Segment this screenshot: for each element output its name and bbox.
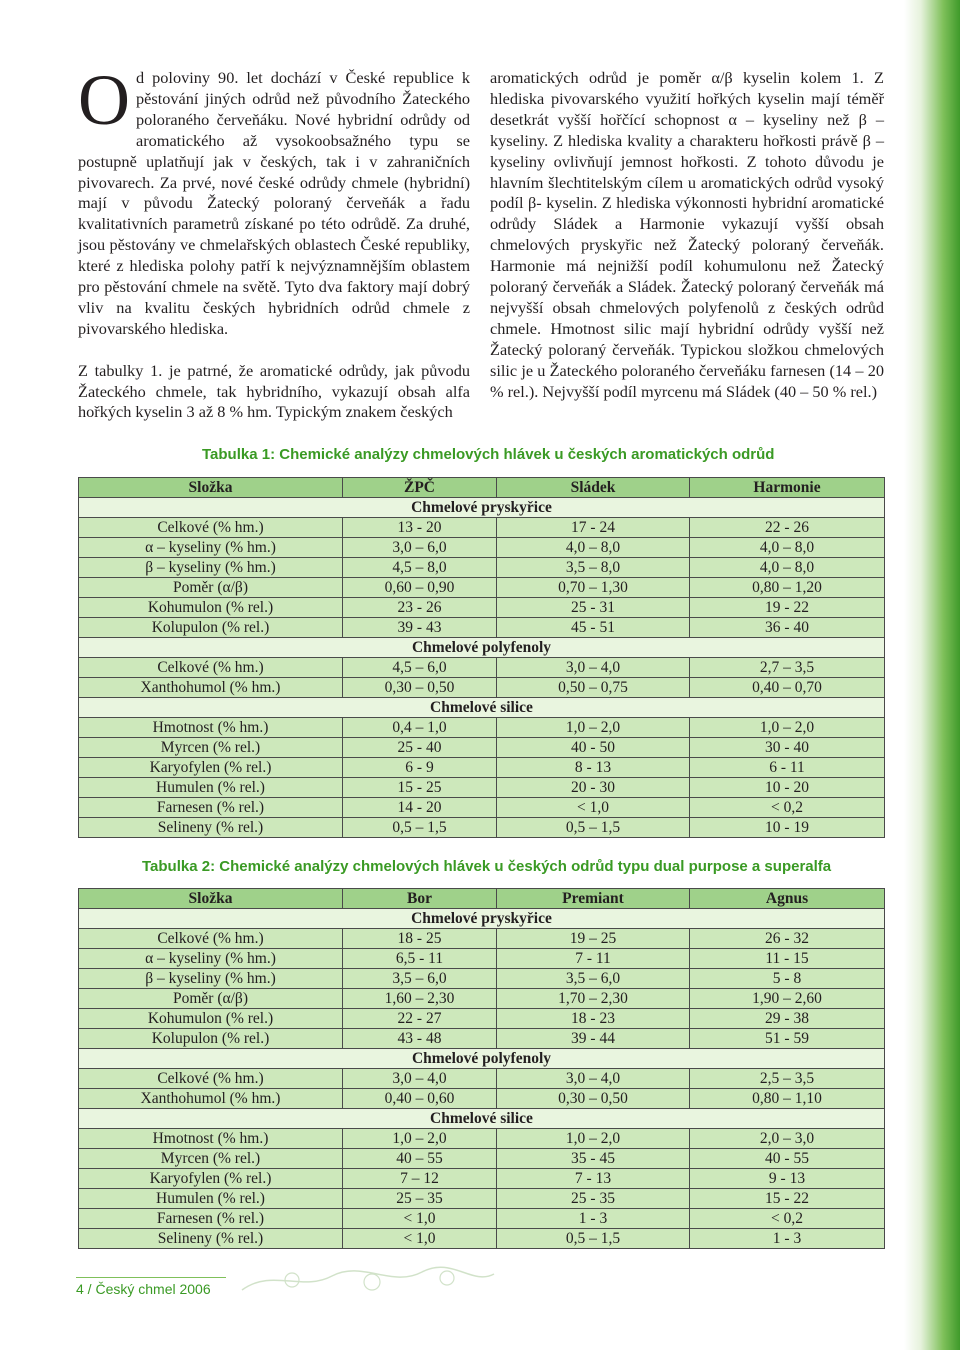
table-row (79, 618, 885, 638)
table-cell: 29 - 38 (690, 1009, 885, 1029)
table-cell: 25 - 35 (497, 1189, 690, 1209)
table-cell: 3,5 – 6,0 (497, 969, 690, 989)
column-header: Sládek (497, 478, 690, 498)
table-cell: 3,0 – 6,0 (343, 538, 497, 558)
row-label: Myrcen (% rel.) (79, 738, 343, 758)
table-row (79, 1029, 885, 1049)
row-label: Kolupulon (% rel.) (79, 618, 343, 638)
table-row (79, 818, 885, 838)
table-row (79, 1129, 885, 1149)
table1-caption: Tabulka 1: Chemické analýzy chmelových hlávek u českých aromatických odrůd (202, 446, 775, 463)
column-header: Premiant (497, 889, 690, 909)
table-cell: 35 - 45 (497, 1149, 690, 1169)
table-cell: 25 - 31 (497, 598, 690, 618)
table-cell: 15 - 25 (343, 778, 497, 798)
table-cell: 30 - 40 (690, 738, 885, 758)
table-cell: 14 - 20 (343, 798, 497, 818)
table-cell: 40 - 50 (497, 738, 690, 758)
table-cell: 1,0 – 2,0 (497, 1129, 690, 1149)
table-cell: 15 - 22 (690, 1189, 885, 1209)
row-label: Hmotnost (% hm.) (79, 718, 343, 738)
table-cell: 0,30 – 0,50 (497, 1089, 690, 1109)
table-cell: 11 - 15 (690, 949, 885, 969)
article-column-right (490, 68, 884, 403)
table-row (79, 518, 885, 538)
table-cell: 7 - 13 (497, 1169, 690, 1189)
section-row (79, 638, 885, 658)
table-cell: 39 - 43 (343, 618, 497, 638)
section-title: Chmelové silice (79, 1109, 885, 1129)
table-header-row (79, 478, 885, 498)
table-cell: 26 - 32 (690, 929, 885, 949)
row-label: Poměr (α/β) (79, 578, 343, 598)
table-cell: 18 - 23 (497, 1009, 690, 1029)
table-cell: 23 - 26 (343, 598, 497, 618)
paragraph-intro (78, 60, 470, 340)
table-cell: 0,40 – 0,60 (343, 1089, 497, 1109)
table-cell: 0,4 – 1,0 (343, 718, 497, 738)
section-row (79, 698, 885, 718)
table-cell: 0,40 – 0,70 (690, 678, 885, 698)
table-cell: 51 - 59 (690, 1029, 885, 1049)
table-cell: < 1,0 (343, 1209, 497, 1229)
footer-rule (76, 1277, 226, 1278)
row-label: β – kyseliny (% hm.) (79, 969, 343, 989)
table-cell: 2,5 – 3,5 (690, 1069, 885, 1089)
table-cell: 0,5 – 1,5 (497, 818, 690, 838)
section-row (79, 1049, 885, 1069)
table-cell: 3,0 – 4,0 (343, 1069, 497, 1089)
table-cell: 1,0 – 2,0 (690, 718, 885, 738)
table-cell: 18 - 25 (343, 929, 497, 949)
table-row (79, 1209, 885, 1229)
table-cell: 4,0 – 8,0 (497, 538, 690, 558)
hop-leaf-ornament (232, 1262, 502, 1298)
drop-cap: O (78, 60, 130, 140)
table-cell: 25 – 35 (343, 1189, 497, 1209)
section-row (79, 1109, 885, 1129)
table-cell: 1,0 – 2,0 (497, 718, 690, 738)
table-cell: 1,0 – 2,0 (343, 1129, 497, 1149)
table-cell: 0,30 – 0,50 (343, 678, 497, 698)
table-cell: 7 – 12 (343, 1169, 497, 1189)
row-label: Xanthohumol (% hm.) (79, 1089, 343, 1109)
section-title: Chmelové silice (79, 698, 885, 718)
table-cell: 36 - 40 (690, 618, 885, 638)
table-cell: 3,5 – 8,0 (497, 558, 690, 578)
table-cell: 43 - 48 (343, 1029, 497, 1049)
row-label: Xanthohumol (% hm.) (79, 678, 343, 698)
row-label: Farnesen (% rel.) (79, 798, 343, 818)
table-row (79, 658, 885, 678)
section-row (79, 909, 885, 929)
table-cell: 10 - 19 (690, 818, 885, 838)
table-row (79, 778, 885, 798)
row-label: Kohumulon (% rel.) (79, 598, 343, 618)
row-label: Celkové (% hm.) (79, 518, 343, 538)
paragraph-intro-text: d poloviny 90. let dochází v České republice k pěstování jiných odrůd než původního Žateckého poloraného červeňáku. Nové hybridní odrůdy od aromatického až vysokoobsažného typu se postupně uplatňují jak v českých, tak i v zahraničních pivovarech. Za prvé, nové české odrůdy chmele (hybridní) mají v původu Žatecký poloraný červeňák a řadu kvalitativních parametrů získané po této odrůdě. Za druhé, jsou pěstovány ve chmelařských oblastech České republiky, které z hlediska polohy patří k nejvýznamnějším oblastem pro pěstování chmele na světě. Tyto dva faktory mají dobrý vliv na kvalitu českých hybridních odrůd chmele z pivovarského hlediska. (78, 68, 470, 338)
table-cell: < 0,2 (690, 1209, 885, 1229)
row-label: Celkové (% hm.) (79, 929, 343, 949)
table-row (79, 969, 885, 989)
table-cell: 0,80 – 1,10 (690, 1089, 885, 1109)
table-row (79, 678, 885, 698)
table-row (79, 578, 885, 598)
table-cell: < 0,2 (690, 798, 885, 818)
table-cell: 0,50 – 0,75 (497, 678, 690, 698)
table2 (78, 888, 885, 1249)
table-cell: 10 - 20 (690, 778, 885, 798)
row-label: Karyofylen (% rel.) (79, 1169, 343, 1189)
table-cell: 40 – 55 (343, 1149, 497, 1169)
table-cell: 19 - 22 (690, 598, 885, 618)
row-label: Myrcen (% rel.) (79, 1149, 343, 1169)
paragraph-table-summary-continued: aromatických odrůd je poměr α/β kyselin kolem 1. Z hlediska pivovarského využití hořkých kyselin mají téměř desetkrát vyšší hořčící schopnost α – kyseliny než β – kyseliny. Z hlediska kvality a charakteru hořkosti právě β – kyseliny ovlivňují jemnost hořkosti. Z tohoto důvodu je hlavním šlechtitelským cílem u aromatických odrůd vysoký podíl β- kyselin. Z hlediska výkonnosti hybridní aromatické odrůdy Sládek a Harmonie vykazují vyšší obsah chmelových pryskyřic než Žatecký poloraný červeňák. Harmonie má nejnižší podíl kohumulonu než Žatecký poloraný červeňák a Sládek. Žatecký poloraný červeňák má nejvyšší obsah chmelových polyfenolů z českých odrůd chmele. Hmotnost silic mají hybridní odrůdy vyšší než Žatecký poloraný červeňák. Typickou složkou chmelových silic je u Žateckého poloraného červeňáku farnesen (14 – 20 % rel.). Nejvyšší podíl myrcenu má Sládek (40 – 50 % rel.) (490, 68, 884, 401)
table-cell: 7 - 11 (497, 949, 690, 969)
section-title: Chmelové polyfenoly (79, 1049, 885, 1069)
table-row (79, 949, 885, 969)
table-cell: 0,5 – 1,5 (497, 1229, 690, 1249)
green-side-bar (904, 0, 960, 1350)
table-row (79, 1009, 885, 1029)
table1 (78, 477, 885, 838)
table-cell: 22 - 26 (690, 518, 885, 538)
row-label: Karyofylen (% rel.) (79, 758, 343, 778)
row-label: Selineny (% rel.) (79, 1229, 343, 1249)
table-cell: 1,60 – 2,30 (343, 989, 497, 1009)
row-label: α – kyseliny (% hm.) (79, 538, 343, 558)
table-cell: 20 - 30 (497, 778, 690, 798)
table-cell: 2,7 – 3,5 (690, 658, 885, 678)
row-label: Celkové (% hm.) (79, 1069, 343, 1089)
column-header: Složka (79, 889, 343, 909)
table-cell: 6,5 - 11 (343, 949, 497, 969)
table-cell: 6 - 9 (343, 758, 497, 778)
table-row (79, 718, 885, 738)
table-row (79, 558, 885, 578)
table-cell: < 1,0 (497, 798, 690, 818)
column-header: Složka (79, 478, 343, 498)
section-title: Chmelové polyfenoly (79, 638, 885, 658)
row-label: Poměr (α/β) (79, 989, 343, 1009)
footer-page-label: 4 / Český chmel 2006 (76, 1281, 211, 1297)
paragraph-table-summary (78, 361, 470, 424)
table-row (79, 989, 885, 1009)
table-row (79, 538, 885, 558)
row-label: β – kyseliny (% hm.) (79, 558, 343, 578)
row-label: Selineny (% rel.) (79, 818, 343, 838)
table-cell: 1 - 3 (690, 1229, 885, 1249)
table-row (79, 598, 885, 618)
row-label: Celkové (% hm.) (79, 658, 343, 678)
table-cell: 45 - 51 (497, 618, 690, 638)
table-cell: 13 - 20 (343, 518, 497, 538)
table-row (79, 1189, 885, 1209)
table-row (79, 738, 885, 758)
row-label: α – kyseliny (% hm.) (79, 949, 343, 969)
table-cell: 19 – 25 (497, 929, 690, 949)
row-label: Humulen (% rel.) (79, 1189, 343, 1209)
table-cell: 6 - 11 (690, 758, 885, 778)
table-row (79, 1069, 885, 1089)
row-label: Kohumulon (% rel.) (79, 1009, 343, 1029)
table-cell: 0,70 – 1,30 (497, 578, 690, 598)
table-cell: 1 - 3 (497, 1209, 690, 1229)
table-row (79, 929, 885, 949)
table-cell: 4,0 – 8,0 (690, 558, 885, 578)
paragraph-table-summary-text: Z tabulky 1. je patrné, že aromatické odrůdy, jak původu Žateckého chmele, tak hybridního, vykazují obsah alfa hořkých kyselin 3 až 8 % hm. Typickým znakem českých (78, 360, 470, 422)
row-label: Kolupulon (% rel.) (79, 1029, 343, 1049)
table-cell: 40 - 55 (690, 1149, 885, 1169)
table-cell: 0,60 – 0,90 (343, 578, 497, 598)
table-cell: 4,0 – 8,0 (690, 538, 885, 558)
section-title: Chmelové pryskyřice (79, 909, 885, 929)
row-label: Humulen (% rel.) (79, 778, 343, 798)
table-row (79, 1149, 885, 1169)
column-header: ŽPČ (343, 478, 497, 498)
row-label: Hmotnost (% hm.) (79, 1129, 343, 1149)
table-cell: 4,5 – 8,0 (343, 558, 497, 578)
table-header-row (79, 889, 885, 909)
column-header: Agnus (690, 889, 885, 909)
section-row (79, 498, 885, 518)
table-cell: 3,0 – 4,0 (497, 658, 690, 678)
table2-caption: Tabulka 2: Chemické analýzy chmelových hlávek u českých odrůd typu dual purpose a superalfa (142, 858, 832, 875)
table-cell: 22 - 27 (343, 1009, 497, 1029)
table-cell: 9 - 13 (690, 1169, 885, 1189)
row-label: Farnesen (% rel.) (79, 1209, 343, 1229)
table-cell: 5 - 8 (690, 969, 885, 989)
table-cell: < 1,0 (343, 1229, 497, 1249)
table-row (79, 1169, 885, 1189)
table-cell: 4,5 – 6,0 (343, 658, 497, 678)
table-row (79, 758, 885, 778)
table-cell: 0,5 – 1,5 (343, 818, 497, 838)
table-cell: 39 - 44 (497, 1029, 690, 1049)
table-cell: 8 - 13 (497, 758, 690, 778)
table-cell: 3,0 – 4,0 (497, 1069, 690, 1089)
table-cell: 3,5 – 6,0 (343, 969, 497, 989)
table-row (79, 798, 885, 818)
table-cell: 0,80 – 1,20 (690, 578, 885, 598)
section-title: Chmelové pryskyřice (79, 498, 885, 518)
article-column-left (78, 60, 470, 423)
table-cell: 1,70 – 2,30 (497, 989, 690, 1009)
table-row (79, 1089, 885, 1109)
column-header: Harmonie (690, 478, 885, 498)
table-cell: 1,90 – 2,60 (690, 989, 885, 1009)
table-row (79, 1229, 885, 1249)
table-cell: 2,0 – 3,0 (690, 1129, 885, 1149)
table-cell: 25 - 40 (343, 738, 497, 758)
table-cell: 17 - 24 (497, 518, 690, 538)
column-header: Bor (343, 889, 497, 909)
